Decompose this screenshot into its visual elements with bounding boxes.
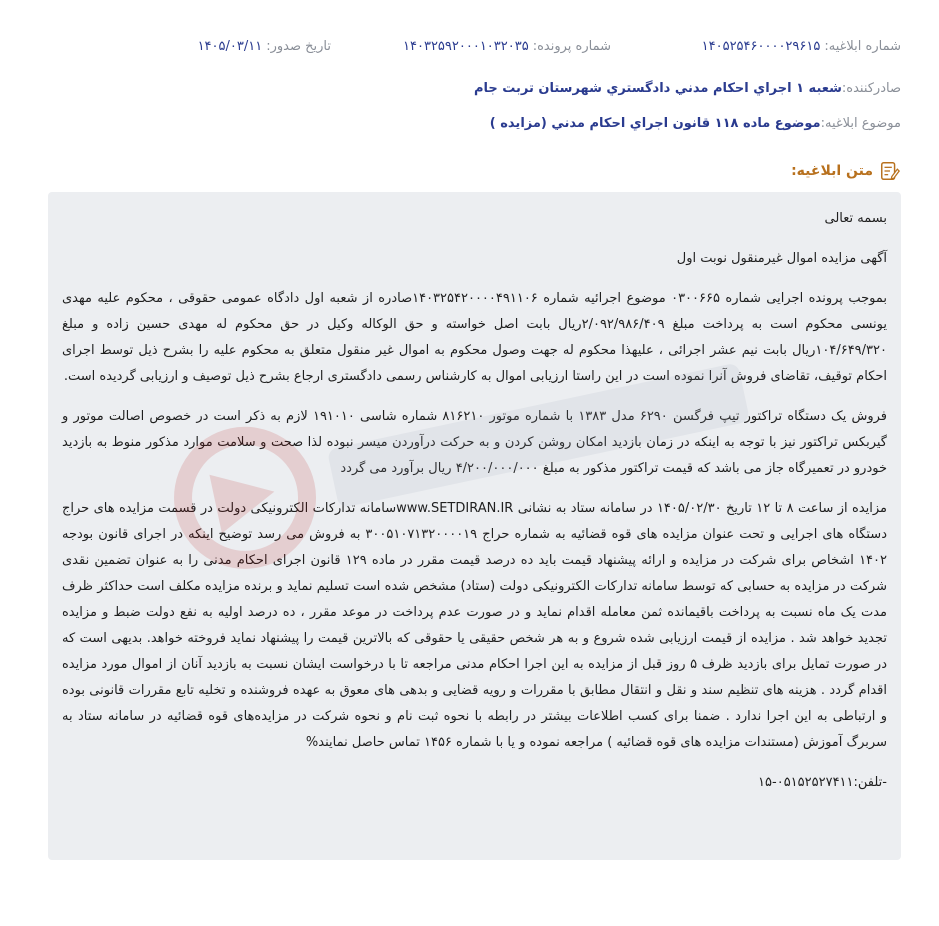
body-paragraph-auction: مزایده از ساعت ۸ تا ۱۲ تاریخ ۱۴۰۵/۰۲/۳۰ در سامانه ستاد به نشانی www.SETDIRAN.IRسامانه تدارکات الکترونیکی دولت در قسمت مزایده های حراج دستگاه های اجرایی و تحت عنوان مزایده های قوه قضائیه به شماره حراج ۳۰۰۵۱۰۷۱۳۲۰۰۰۰۱۹ به فروش می رسد توضیح اینکه در اجرای قانون بودجه ۱۴۰۲ اشخاص برای شرکت در مزایده و ارائه پیشنهاد قیمت باید ده درصد قیمت مقرر در ماده ۱۲۹ قانون اجرای احکام مدنی را به عنوان تضمین نقدی شرکت در مزایده به حسابی که توسط سامانه تدارکات الکترونیکی دولت (ستاد) مشخص شده است تسلیم نماید و برنده مزایده مکلف است حداکثر ظرف مدت یک ماه نسبت به پرداخت باقیمانده ثمن معامله اقدام نماید و در صورت عدم پرداخت در موعد مقرر ، ده درصد اولیه به نفع دولت ضبط و مزایده تجدید خواهد شد . مزایده از قیمت ارزیابی شده شروع و به هر شخص حقیقی یا حقوقی که بالاترین قیمت را پیشنهاد نماید فروخته خواهد. بدیهی است که در صورت تمایل برای بازدید ظرف ۵ روز قبل از مزایده به این اجرا احکام مدنی مراجعه تا با درخواست ایشان نسبت به بازدید آنان از اموال مورد مزایده اقدام گردد . هزینه های تنظیم سند و نقل و انتقال مطابق با مقررات و رویه قضایی و بدهی های معوق به عهده فروشنده و تخلیه تابع مقررات قانونی بوده و ارتباطی به این اجرا ندارد . ضمنا برای کسب اطلاعات بیشتر در رابطه با نحوه ثبت نام و نحوه شرکت در مزایده‌های قوه قضائیه در سامانه ستاد به سربرگ آموزش (مستندات مزایده های قوه قضائیه ) مراجعه نموده و یا با شماره ۱۴۵۶ تماس حاصل نمایند% xyxy=(62,501,888,750)
body-salutation: بسمه تعالی xyxy=(824,211,887,226)
body-paragraph-case: بموجب پرونده اجرایی شماره ۰۳۰۰۶۶۵ موضوع اجرائیه شماره ۱۴۰۳۲۵۴۲۰۰۰۰۴۹۱۱۰۶صادره از شعبه اول دادگاه عمومی حقوقی ، محکوم علیه مهدی یونسی محکوم است به پرداخت مبلغ ۲/۰۹۲/۹۸۶/۴۰۹ریال بابت اصل خواسته و حق الوکاله وکیل در حق محکوم له مهدی حسین زاده و مبلغ ۱۰۴/۶۴۹/۳۲۰ریال بابت نیم عشر اجرائی ، علیهذا محکوم له جهت وصول محکوم به اموال غیر منقول متعلق به محکوم علیه را بشرح ذیل توسط اجرای احکام توقیف، تقاضای فروش آنرا نموده است در این راستا ارزیابی اموال به کارشناس رسمی دادگستری ارجاع بشرح ذیل توصیف و ارزیابی گردیده است. xyxy=(62,291,888,384)
body-phone: -تلفن:۰۵۱۵۲۵۲۷۴۱۱-۱۵ xyxy=(758,775,887,790)
notice-number-label: شماره ابلاغيه: xyxy=(824,38,901,54)
notice-number-value: ۱۴۰۵۲۵۴۶۰۰۰۰۲۹۶۱۵ xyxy=(701,38,821,54)
meta-row-subject xyxy=(38,116,901,131)
notice-text-heading xyxy=(791,160,901,182)
meta-row-issuer xyxy=(38,81,901,96)
issuer-value: شعبه ۱ اجراي احکام مدني دادگستري شهرستان تربت جام xyxy=(473,81,842,96)
issue-date xyxy=(198,39,331,54)
body-heading: آگهی مزایده اموال غیرمنقول نوبت اول xyxy=(676,251,887,266)
case-number-value: ۱۴۰۳۲۵۹۲۰۰۰۱۰۳۲۰۳۵ xyxy=(403,38,529,54)
case-number-label: شماره پرونده: xyxy=(532,38,611,54)
body-paragraph-item: فروش یک دستگاه تراکتور تیپ فرگسن ۶۲۹۰ مدل ۱۳۸۳ با شماره موتور ۸۱۶۲۱۰ شماره شاسی ۱۹۱۰۱۰ لازم به ذکر است در خصوص اصالت موتور و گیربکس تراکتور نیز با توجه به اینکه در زمان بازدید امکان روشن کردن و به حرکت درآوردن میسر نبوده لذا صحت و سلامت موارد مذکور منوط به بازدید خودرو در تعمیرگاه جاز می باشد که قیمت تراکتور مذکور به مبلغ ۴/۲۰۰/۰۰۰/۰۰۰ ریال برآورد می گردد xyxy=(62,409,888,476)
case-number xyxy=(403,39,611,54)
notice-text-title: متن ابلاغيه: xyxy=(791,163,873,179)
notice-body xyxy=(48,192,901,860)
note-edit-icon xyxy=(879,160,901,182)
issuer-label: صادرکننده: xyxy=(841,81,901,96)
issue-date-value: ۱۴۰۵/۰۳/۱۱ xyxy=(197,38,263,54)
notice-number xyxy=(702,39,901,54)
subject-value: موضوع ماده ۱۱۸ قانون اجراي احکام مدني (مزايده ) xyxy=(489,116,821,131)
subject-label: موضوع ابلاغيه: xyxy=(820,116,901,131)
issue-date-label: تاريخ صدور: xyxy=(266,38,331,54)
